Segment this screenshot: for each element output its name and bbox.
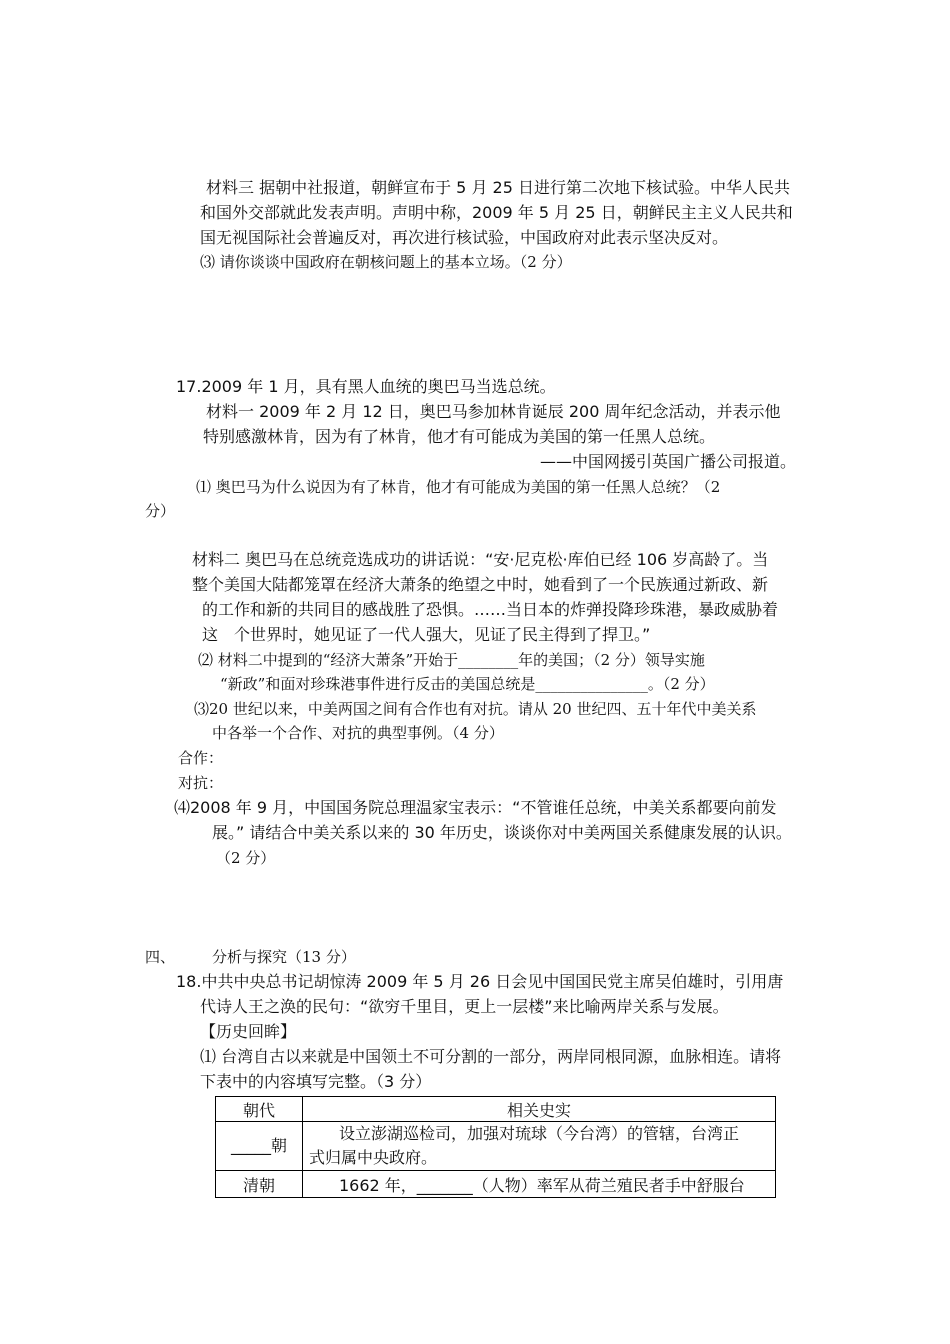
history-table <box>215 1096 776 1198</box>
table-row <box>216 1171 776 1198</box>
question-17-title: 17.2009 年 1 月，具有黑人血统的奥巴马当选总统。 <box>176 377 556 396</box>
history-review-heading: 【历史回眸】 <box>200 1022 297 1041</box>
question-16-3: ⑶ 请你谈谈中国政府在朝核问题上的基本立场。（2 分） <box>200 253 572 271</box>
material-3-line-1: 材料三 据朝中社报道，朝鲜宣布于 5 月 25 日进行第二次地下核试验。中华人民共 <box>206 178 790 197</box>
table-cell-dynasty: 清朝 <box>216 1171 303 1198</box>
section-4-number: 四、 <box>145 948 176 966</box>
q18-question-1-line-1: ⑴ 台湾自古以来就是中国领土不可分割的一部分，两岸同根同源，血脉相连。请将 <box>200 1047 782 1066</box>
q17-cooperation-label: 合作： <box>178 749 224 767</box>
q17-material-2-line-2: 整个美国大陆都笼罩在经济大萧条的绝望之中时，她看到了一个民族通过新政、新 <box>192 575 769 594</box>
q17-question-1-line-1: ⑴ 奥巴马为什么说因为有了林肯，他才有可能成为美国的第一任黑人总统？（2 <box>196 478 721 496</box>
section-4-title: 分析与探究（13 分） <box>212 948 356 966</box>
q17-confrontation-label: 对抗： <box>178 774 224 792</box>
q17-question-2-line-2: “新政”和面对珍珠港事件进行反击的美国总统是_______________。（2 分） <box>220 675 715 693</box>
table-header-dynasty: 朝代 <box>216 1097 303 1122</box>
table-cell-facts <box>303 1122 776 1171</box>
material-3-line-3: 国无视国际社会普遍反对，再次进行核试验，中国政府对此表示坚决反对。 <box>200 228 729 247</box>
table-cell-facts <box>303 1171 776 1198</box>
q17-material-2-line-1: 材料二 奥巴马在总统竞选成功的讲话说：“安·尼克松·库伯已经 106 岁高龄了。当 <box>192 550 769 569</box>
table-header-row <box>216 1097 776 1122</box>
q17-question-3-line-2: 中各举一个合作、对抗的典型事例。（4 分） <box>212 724 504 742</box>
q17-material-1-line-2: 特别感激林肯，因为有了林肯，他才有可能成为美国的第一任黑人总统。 <box>203 427 716 446</box>
q17-material-2-line-4: 这 个世界时，她见证了一代人强大，见证了民主得到了捍卫。” <box>202 625 651 644</box>
q17-question-2-line-1: ⑵ 材料二中提到的“经济大萧条”开始于________年的美国；（2 分）领导实施 <box>198 651 705 669</box>
q17-material-1-source: ——中国网援引英国广播公司报道。 <box>540 452 797 471</box>
q18-question-1-line-2: 下表中的内容填写完整。（3 分） <box>200 1072 432 1091</box>
q17-material-1-line-1: 材料一 2009 年 2 月 12 日，奥巴马参加林肯诞辰 200 周年纪念活动，并表示他 <box>206 402 781 421</box>
table-cell-facts-line-1: 设立澎湖巡检司，加强对琉球（今台湾）的管辖，台湾正 <box>339 1124 740 1143</box>
question-18-line-1: 18.中共中央总书记胡惊涛 2009 年 5 月 26 日会见中国国民党主席吴伯雄时，引用唐 <box>176 972 784 991</box>
table-cell-facts-text: 1662 年，_______（人物）率军从荷兰殖民者手中舒服台 <box>339 1175 745 1195</box>
q17-question-4-line-3: （2 分） <box>216 849 276 867</box>
table-cell-facts-line-2: 式归属中央政府。 <box>309 1148 438 1167</box>
q17-material-2-line-3: 的工作和新的共同目的感战胜了恐惧。……当日本的炸弹投降珍珠港，暴政威胁着 <box>202 600 779 619</box>
q17-question-4-line-2: 展。” 请结合中美关系以来的 30 年历史，谈谈你对中美两国关系健康发展的认识。 <box>212 823 792 842</box>
q17-question-4-line-1: ⑷2008 年 9 月，中国国务院总理温家宝表示：“不管谁任总统，中美关系都要向前发 <box>174 798 777 817</box>
q17-question-1-line-2: 分） <box>145 502 176 520</box>
question-18-line-2: 代诗人王之涣的民句：“欲穷千里目，更上一层楼”来比喻两岸关系与发展。 <box>200 997 729 1016</box>
material-3-line-2: 和国外交部就此发表声明。声明中称，2009 年 5 月 25 日，朝鲜民主主义人民共和 <box>200 203 793 222</box>
table-cell-dynasty-blank: _____朝 <box>216 1122 303 1171</box>
table-header-facts: 相关史实 <box>303 1097 776 1122</box>
table-row <box>216 1122 776 1171</box>
q17-question-3-line-1: ⑶20 世纪以来，中美两国之间有合作也有对抗。请从 20 世纪四、五十年代中美关系 <box>194 700 757 718</box>
